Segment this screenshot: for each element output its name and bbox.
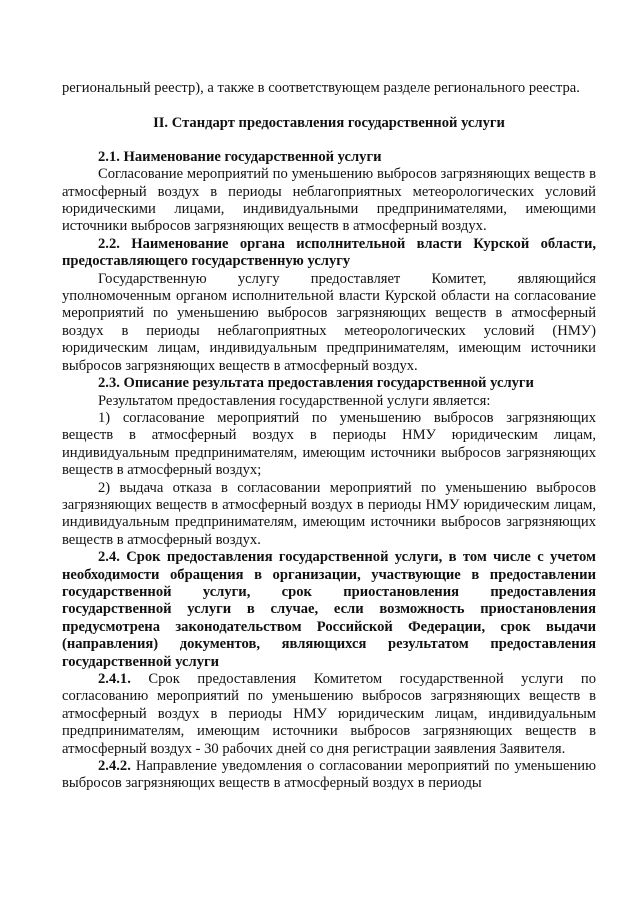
paragraph-2-4-2 bbox=[62, 758, 596, 793]
intro-paragraph: региональный реестр), а также в соответствующем разделе регионального реестра. bbox=[62, 80, 580, 96]
heading-2-1: 2.1. Наименование государственной услуги bbox=[98, 148, 382, 165]
paragraph-2-1: Согласование мероприятий по уменьшению выбросов загрязняющих веществ в атмосферный воздух в периоды неблагоприятных метеорологических условий юридическими лицами, индивидуальными предпринимателями, имеющими источники выбросов загрязняющих веществ в атмосферный воздух. bbox=[62, 166, 596, 235]
heading-2-2: 2.2. Наименование органа исполнительной власти Курской области, предоставляющего государственную услугу bbox=[62, 235, 596, 270]
heading-2-4: 2.4. Срок предоставления государственной услуги, в том числе с учетом необходимости обращения в организации, участвующие в предоставлении государственной услуги, срок приостановления предоставления государственной услуги в случае, если возможность приостановления предусмотрена законодательством Российской Федерации, срок выдачи (направления) документов, являющихся результатом предоставления государственной услуги bbox=[62, 549, 596, 670]
clause-text-2-4-1: Срок предоставления Комитетом государственной услуги по согласованию мероприятий по уменьшению выбросов загрязняющих веществ в атмосферный воздух в периоды НМУ юридическим лицам, индивидуальным предпринимателям, имеющим источники выбросов загрязняющих веществ в атмосферный воздух - 30 рабочих дней со дня регистрации заявления Заявителя. bbox=[62, 671, 596, 757]
paragraph-2-4-1 bbox=[62, 671, 596, 758]
list-item-2-3-2: 2) выдача отказа в согласовании мероприятий по уменьшению выбросов загрязняющих веществ в атмосферный воздух в периоды НМУ юридическим лицам, индивидуальным предпринимателям, имеющим источники выбросов загрязняющих веществ в атмосферный воздух. bbox=[62, 479, 596, 548]
list-item-2-3-1: 1) согласование мероприятий по уменьшению выбросов загрязняющих веществ в атмосферный воздух в периоды НМУ юридическим лицам, индивидуальным предпринимателям, имеющим источники выбросов загрязняющих веществ в атмосферный воздух; bbox=[62, 409, 596, 479]
heading-2-3: 2.3. Описание результата предоставления государственной услуги bbox=[98, 375, 534, 392]
section-heading: II. Стандарт предоставления государственной услуги bbox=[153, 115, 505, 132]
clause-number-2-4-2: 2.4.2. bbox=[98, 758, 131, 775]
clause-text-2-4-2: Направление уведомления о согласовании мероприятий по уменьшению выбросов загрязняющих веществ в атмосферный воздух в периоды bbox=[62, 758, 596, 792]
paragraph-2-2: Государственную услугу предоставляет Комитет, являющийся уполномоченным органом исполнительной власти Курской области на согласование мероприятий по уменьшению выбросов загрязняющих веществ в атмосферный воздух в периоды неблагоприятных метеорологических условий (НМУ) юридическим лицам, индивидуальным предпринимателям, имеющим источники выбросов загрязняющих веществ в атмосферный воздух. bbox=[62, 270, 596, 374]
paragraph-2-3-lead: Результатом предоставления государственной услуги является: bbox=[98, 392, 491, 409]
clause-number-2-4-1: 2.4.1. bbox=[98, 671, 131, 687]
document-page bbox=[62, 80, 596, 793]
